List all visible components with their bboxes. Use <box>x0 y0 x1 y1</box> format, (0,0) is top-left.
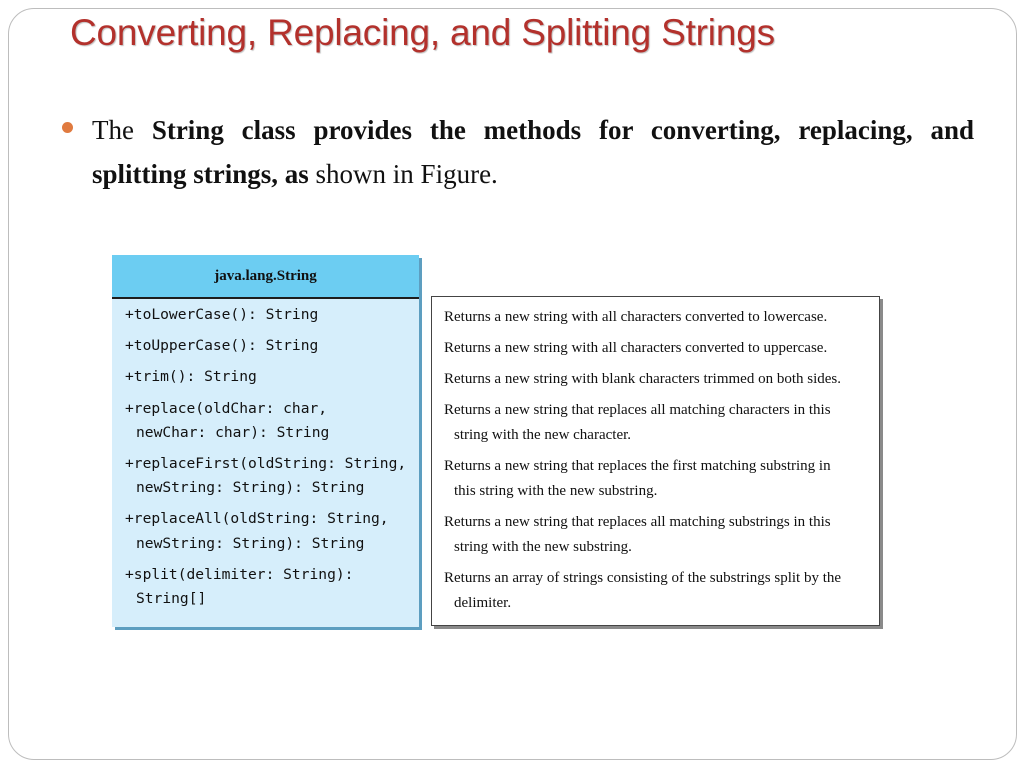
bullet-point <box>62 108 974 196</box>
bullet-dot-icon <box>62 122 73 133</box>
uml-method <box>125 365 419 389</box>
description-line-cont: string with the new character. <box>454 427 632 443</box>
method-description <box>444 336 879 361</box>
uml-method-signature-cont: String[] <box>136 590 207 608</box>
uml-class-name: java.lang.String <box>112 255 419 299</box>
description-line-cont: string with the new substring. <box>454 539 632 555</box>
slide-title: Converting, Replacing, and Splitting Strings <box>70 12 775 53</box>
uml-method <box>125 397 419 445</box>
uml-method <box>125 563 419 611</box>
uml-method-signature: +split(delimiter: String): <box>125 565 354 583</box>
uml-method <box>125 507 419 555</box>
uml-class-diagram <box>112 255 419 627</box>
description-line: Returns a new string that replaces all matching characters in this <box>444 402 831 418</box>
method-description <box>444 398 879 448</box>
description-line: Returns a new string with all characters converted to uppercase. <box>444 340 828 356</box>
uml-methods <box>112 299 419 611</box>
uml-method-signature: +replace(oldChar: char, <box>125 399 328 417</box>
bullet-text-bold: String class provides the methods for converting, replacing, and splitting strings, as <box>92 115 974 189</box>
description-line-cont: this string with the new substring. <box>454 483 658 499</box>
uml-method-signature: +replaceFirst(oldString: String, <box>125 455 407 473</box>
description-line: Returns a new string that replaces all matching substrings in this <box>444 514 831 530</box>
uml-method <box>125 452 419 500</box>
description-line-cont: delimiter. <box>454 595 512 611</box>
description-line: Returns an array of strings consisting of the substrings split by the <box>444 570 842 586</box>
method-description <box>444 454 879 504</box>
uml-method-signature-cont: newString: String): String <box>136 534 365 552</box>
uml-method-signature-cont: newString: String): String <box>136 479 365 497</box>
description-line: Returns a new string with all characters converted to lowercase. <box>444 309 828 325</box>
method-description <box>444 566 879 616</box>
uml-method-signature: +replaceAll(oldString: String, <box>125 510 389 528</box>
description-line: Returns a new string that replaces the first matching substring in <box>444 458 831 474</box>
bullet-text-post: shown in Figure. <box>308 159 498 189</box>
method-descriptions-box <box>431 296 880 626</box>
bullet-text <box>92 108 974 196</box>
description-line: Returns a new string with blank characters trimmed on both sides. <box>444 371 841 387</box>
method-description <box>444 305 879 330</box>
uml-method-signature: +toLowerCase(): String <box>125 306 319 323</box>
uml-method <box>125 303 419 327</box>
uml-method <box>125 334 419 358</box>
uml-method-signature-cont: newChar: char): String <box>136 423 330 441</box>
uml-method-signature: +trim(): String <box>125 368 257 386</box>
bullet-text-pre: The <box>92 115 152 145</box>
method-description <box>444 510 879 560</box>
method-description <box>444 367 879 392</box>
uml-method-signature: +toUpperCase(): String <box>125 337 319 355</box>
